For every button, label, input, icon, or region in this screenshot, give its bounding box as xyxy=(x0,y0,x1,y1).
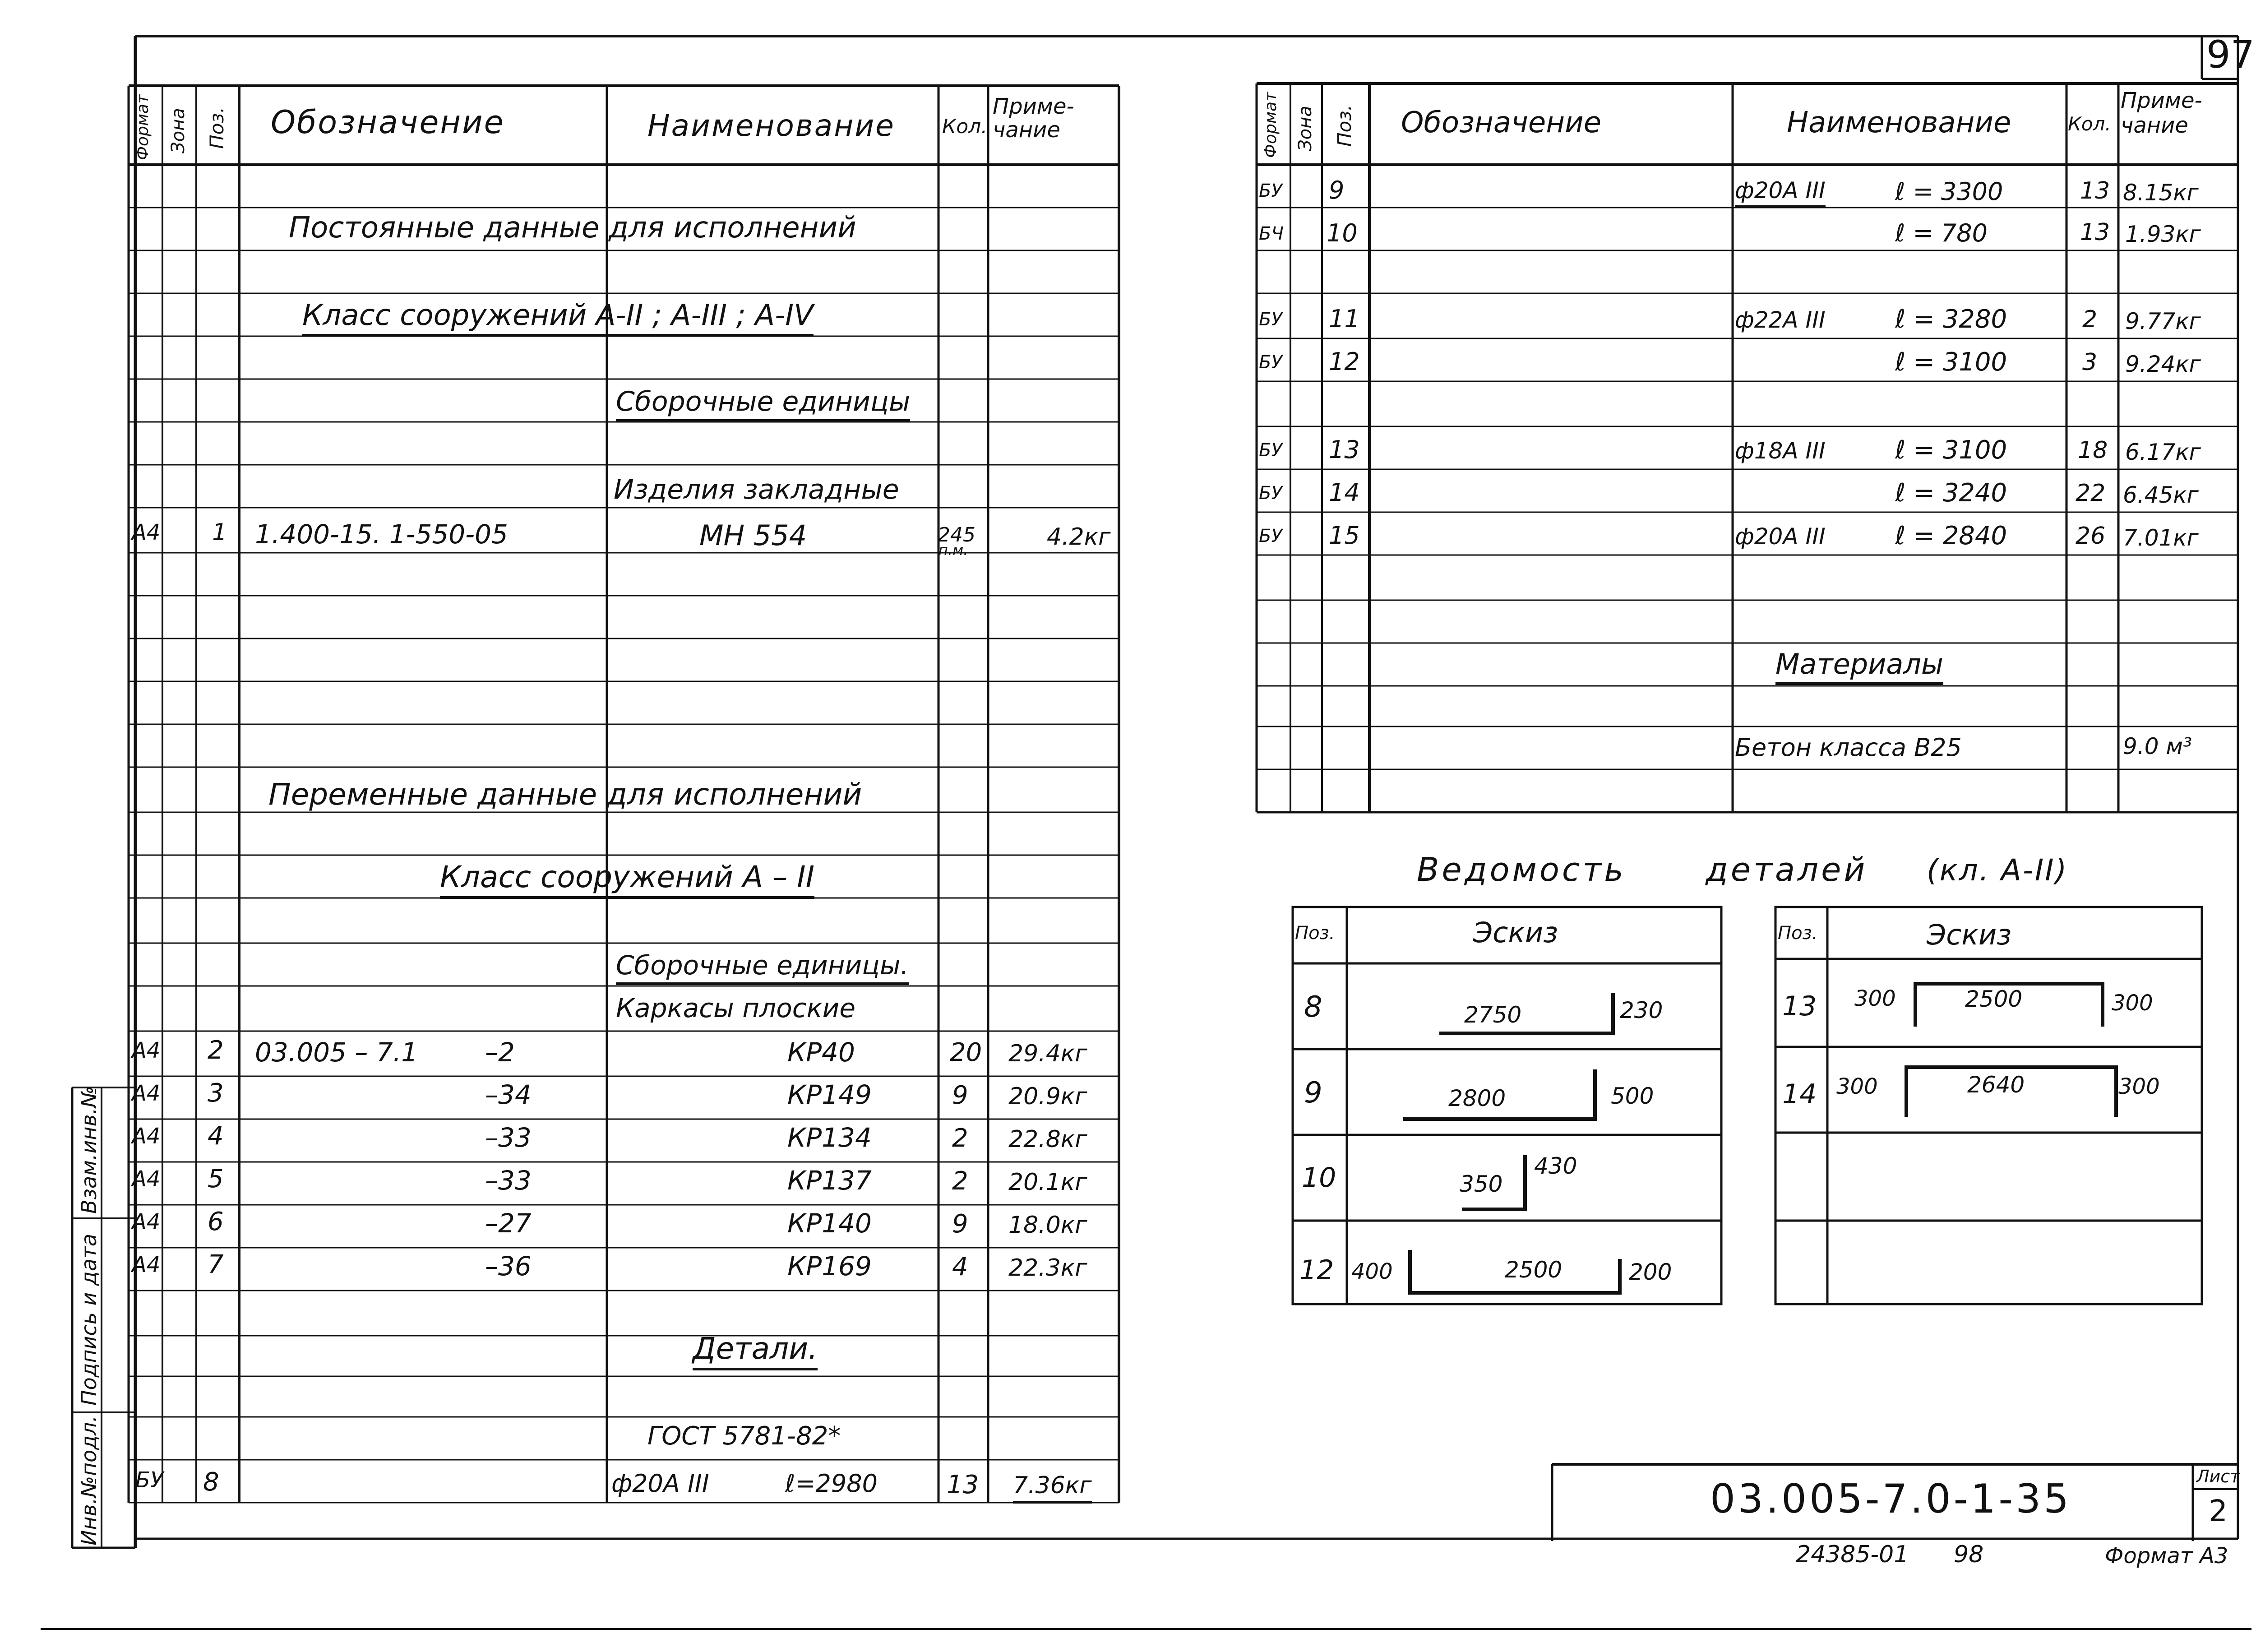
row-pos: 7 xyxy=(208,1250,224,1279)
details-sheet-title-2: деталей xyxy=(1706,851,1868,888)
row-designation: 1.400-15. 1-550-05 xyxy=(255,519,508,550)
header-pos: Поз. xyxy=(206,107,228,149)
row-suffix: –33 xyxy=(485,1165,532,1196)
row-qty: 13 xyxy=(2080,177,2110,204)
row-suffix: –33 xyxy=(485,1122,532,1153)
row-pos: 15 xyxy=(1329,521,1360,550)
page-number: 97 xyxy=(2206,32,2255,77)
header-zone-r: Зона xyxy=(1295,106,1316,151)
document-code: 03.005-7.0-1-35 xyxy=(1710,1476,2072,1522)
assembly-units-title: Сборочные единицы xyxy=(616,386,910,422)
row-suffix: –2 xyxy=(485,1037,515,1068)
dim-8-hook: 230 xyxy=(1620,997,1663,1023)
row-suffix: –34 xyxy=(485,1079,532,1110)
dim-9-len: 2800 xyxy=(1448,1085,1506,1111)
row-qty: 9 xyxy=(952,1209,968,1239)
row-length: ℓ = 780 xyxy=(1895,219,1988,247)
sketch-header: Эскиз xyxy=(1473,916,1558,949)
header-note-r-1: Приме- xyxy=(2121,88,2202,113)
footer-format: Формат А3 xyxy=(2105,1543,2228,1569)
row-length: ℓ = 3100 xyxy=(1895,435,2007,465)
row-length: ℓ = 3280 xyxy=(1895,305,2007,334)
var-title: Переменные данные для исполнений xyxy=(268,777,862,812)
row-format: A4 xyxy=(132,520,161,545)
header-format-r: Формат xyxy=(1262,92,1280,158)
row-note: 6.45кг xyxy=(2123,482,2199,508)
const-title: Постоянные данные для исполнений xyxy=(289,211,856,245)
sketch-pos-9: 9 xyxy=(1304,1076,1322,1110)
concrete-note: 9.0 м³ xyxy=(2123,733,2192,759)
row-format: A4 xyxy=(132,1166,161,1192)
row-format: A4 xyxy=(132,1209,161,1235)
row-qty: 22 xyxy=(2076,480,2106,507)
dim-12-len: 2500 xyxy=(1505,1257,1563,1283)
row-name: ф20А III xyxy=(1735,177,1826,208)
row-note: 7.01кг xyxy=(2123,525,2199,551)
row-pos: 6 xyxy=(208,1207,224,1236)
dim-10-hook: 430 xyxy=(1534,1153,1577,1179)
row-format: A4 xyxy=(132,1038,161,1063)
row-name: КР40 xyxy=(787,1037,855,1068)
row-pos: 14 xyxy=(1329,478,1360,507)
row-qty: 13 xyxy=(2080,219,2110,246)
row-note: 1.93кг xyxy=(2125,221,2201,247)
row-pos: 4 xyxy=(208,1121,224,1151)
header-note-1: Приме- xyxy=(993,94,1074,119)
row-format: A4 xyxy=(132,1124,161,1149)
stamp-replaced-inv: Взам.инв.№ xyxy=(77,1086,101,1214)
row-length: ℓ = 3240 xyxy=(1895,478,2007,508)
row-pos: 9 xyxy=(1329,176,1345,204)
row-note: 18.0кг xyxy=(1008,1212,1087,1239)
row-pos: 8 xyxy=(203,1467,219,1497)
row-qty-unit: п.м. xyxy=(938,541,968,559)
sketch-pos-header: Поз. xyxy=(1295,923,1335,944)
row-format: БУ xyxy=(1259,352,1282,373)
row-note: 22.8кг xyxy=(1008,1126,1087,1153)
row-qty: 9 xyxy=(952,1081,968,1110)
row-name: ф20А III xyxy=(1735,523,1826,550)
details-sheet-title-1: Ведомость xyxy=(1417,851,1626,888)
header-pos-r: Поз. xyxy=(1333,105,1355,147)
row-length: ℓ = 3300 xyxy=(1895,177,2003,206)
concrete: Бетон класса В25 xyxy=(1735,733,1962,762)
dim-10-len: 350 xyxy=(1460,1171,1503,1197)
stamp-inv-orig: Инв.№подл. xyxy=(77,1415,101,1546)
row-qty: 245 xyxy=(938,523,975,546)
assembly-units-2: Сборочные единицы. xyxy=(616,950,909,985)
row-note: 4.2кг xyxy=(1047,523,1111,551)
dim-12-right: 200 xyxy=(1629,1259,1672,1285)
row-name: КР169 xyxy=(787,1251,872,1282)
row-name: КР137 xyxy=(787,1165,872,1196)
row-name: МН 554 xyxy=(699,519,807,552)
row-note: 6.17кг xyxy=(2125,439,2201,465)
const-class: Класс сооружений A-II ; A-III ; A-IV xyxy=(302,299,814,337)
row-note: 20.1кг xyxy=(1008,1169,1087,1196)
header-name: Наименование xyxy=(647,108,895,143)
sheet-label: Лист xyxy=(2196,1467,2240,1486)
details-sheet-title-3: (кл. А-II) xyxy=(1927,853,2068,888)
row-format: БУ xyxy=(1259,440,1282,461)
row-note: 8.15кг xyxy=(2123,180,2199,206)
header-note-2: чание xyxy=(993,117,1060,143)
row-suffix: –27 xyxy=(485,1208,532,1239)
sketch-pos-12: 12 xyxy=(1299,1254,1334,1286)
row-designation: 03.005 – 7.1 xyxy=(255,1037,418,1068)
materials-title: Материалы xyxy=(1775,648,1943,685)
dim-13-right: 300 xyxy=(2112,990,2153,1016)
header-zone: Зона xyxy=(168,108,189,153)
row-note: 9.24кг xyxy=(2125,351,2201,377)
dim-13-left: 300 xyxy=(1854,986,1896,1011)
row-format: БУ xyxy=(1259,180,1282,201)
gost: ГОСТ 5781-82* xyxy=(647,1421,841,1451)
row-name: КР134 xyxy=(787,1122,872,1153)
row-format: БУ xyxy=(1259,483,1282,504)
row-length: ℓ=2980 xyxy=(785,1469,878,1498)
footer-number: 24385-01 xyxy=(1796,1541,1909,1568)
row-suffix: –36 xyxy=(485,1251,532,1282)
row-qty: 13 xyxy=(947,1470,979,1499)
row-name: ф22А III xyxy=(1735,307,1826,333)
header-name-r: Наименование xyxy=(1787,106,2011,139)
row-pos: 3 xyxy=(208,1078,224,1108)
footer-page: 98 xyxy=(1954,1541,1984,1568)
dim-9-hook: 500 xyxy=(1611,1083,1654,1109)
row-qty: 18 xyxy=(2078,437,2108,464)
dim-14-right: 300 xyxy=(2118,1074,2160,1099)
row-format: БУ xyxy=(135,1467,164,1493)
frames-title: Каркасы плоские xyxy=(616,993,856,1023)
sketch-pos-header-r: Поз. xyxy=(1778,923,1818,944)
row-name: КР149 xyxy=(787,1079,872,1110)
sheet-number: 2 xyxy=(2209,1494,2228,1528)
row-qty: 26 xyxy=(2076,523,2106,550)
sketch-pos-13: 13 xyxy=(1782,990,1817,1022)
row-pos: 10 xyxy=(1327,219,1358,247)
row-note: 7.36кг xyxy=(1013,1472,1092,1504)
row-length: ℓ = 2840 xyxy=(1895,521,2007,551)
header-qty-r: Кол. xyxy=(2068,113,2111,135)
row-pos: 5 xyxy=(208,1164,224,1194)
row-format: A4 xyxy=(132,1081,161,1106)
var-class: Класс сооружений A – II xyxy=(440,860,814,899)
dim-8-len: 2750 xyxy=(1464,1002,1522,1028)
row-pos: 12 xyxy=(1329,347,1360,376)
row-format: БУ xyxy=(1259,309,1282,330)
header-qty: Кол. xyxy=(942,115,988,138)
row-format: A4 xyxy=(132,1252,161,1277)
embedded-title: Изделия закладные xyxy=(614,474,899,505)
header-designation-r: Обозначение xyxy=(1401,106,1602,139)
row-format: БУ xyxy=(1259,526,1282,546)
row-qty: 4 xyxy=(952,1252,968,1282)
stamp-sign-date: Подпись и дата xyxy=(77,1233,101,1406)
row-length: ℓ = 3100 xyxy=(1895,347,2007,377)
row-qty: 3 xyxy=(2082,349,2098,376)
dim-14-len: 2640 xyxy=(1967,1072,2025,1098)
row-qty: 20 xyxy=(950,1038,982,1067)
row-name: ф20А III xyxy=(611,1469,709,1498)
header-note-r-2: чание xyxy=(2121,113,2188,138)
sketch-header-r: Эскиз xyxy=(1927,918,2012,951)
row-name: ф18А III xyxy=(1735,438,1826,464)
row-note: 20.9кг xyxy=(1008,1083,1087,1110)
row-qty: 2 xyxy=(952,1124,968,1153)
row-note: 9.77кг xyxy=(2125,308,2201,334)
row-qty: 2 xyxy=(952,1166,968,1196)
header-format: Формат xyxy=(134,94,152,160)
row-format: БЧ xyxy=(1259,223,1284,244)
sketch-pos-14: 14 xyxy=(1782,1078,1817,1110)
dim-12-left: 400 xyxy=(1351,1259,1393,1284)
row-pos: 2 xyxy=(208,1036,224,1065)
dim-13-len: 2500 xyxy=(1965,986,2023,1012)
sketch-pos-8: 8 xyxy=(1304,990,1322,1024)
row-pos: 1 xyxy=(212,519,227,546)
details-title: Детали. xyxy=(693,1331,818,1370)
row-pos: 11 xyxy=(1329,305,1360,333)
row-name: КР140 xyxy=(787,1208,872,1239)
sketch-pos-10: 10 xyxy=(1302,1162,1336,1194)
header-designation: Обозначение xyxy=(271,104,505,141)
dim-14-left: 300 xyxy=(1836,1074,1878,1099)
row-pos: 13 xyxy=(1329,435,1360,464)
row-note: 22.3кг xyxy=(1008,1254,1087,1282)
row-qty: 2 xyxy=(2082,306,2098,333)
row-note: 29.4кг xyxy=(1008,1040,1087,1067)
